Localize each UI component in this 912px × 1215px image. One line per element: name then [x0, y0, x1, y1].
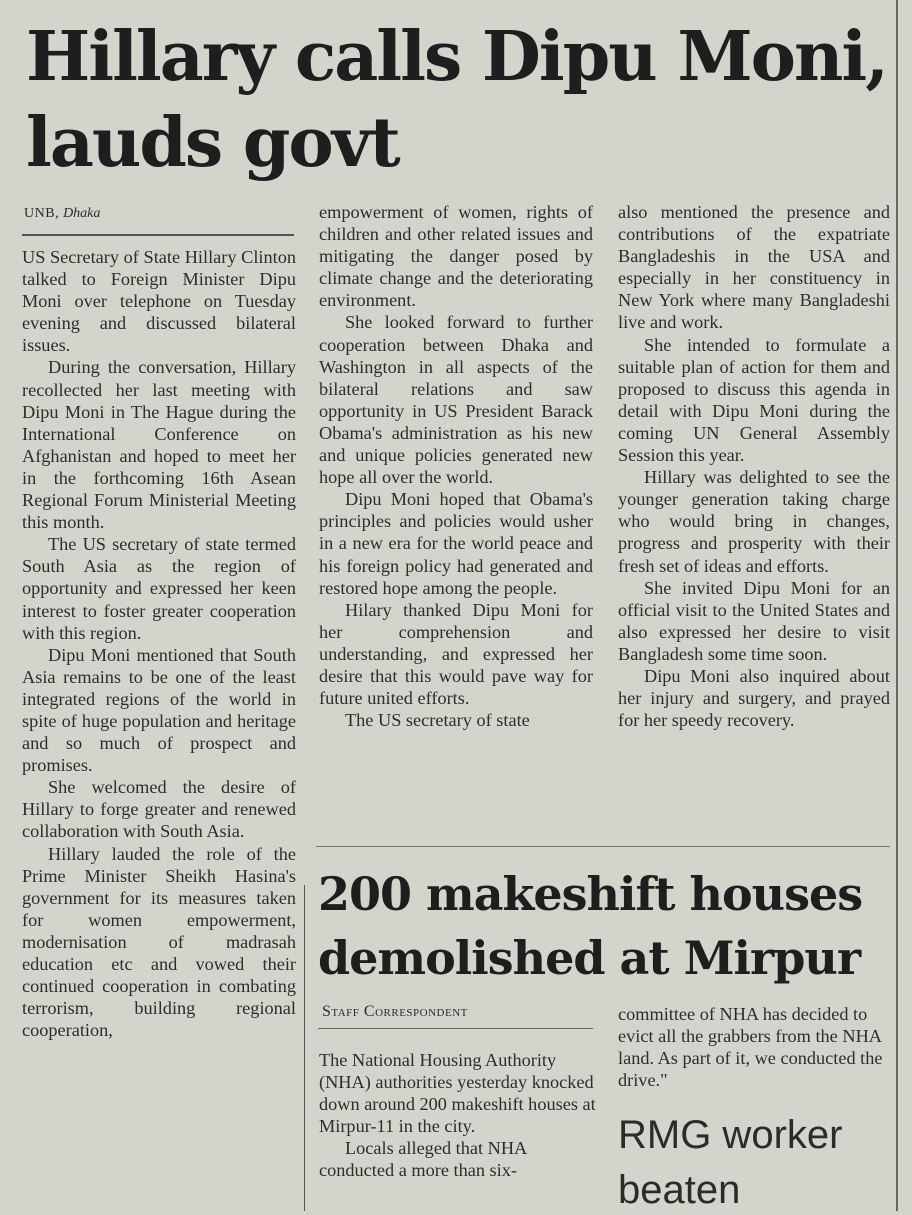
paragraph: Hillary lauded the role of the Prime Minister Sheikh Hasina's government for its measures taken for women empowerment, modernisation of madrasah education etc and vowed their continued cooperation in combating terrorism, building regional cooperation, [22, 843, 296, 1041]
byline-agency: UNB [24, 206, 56, 221]
column-divider [304, 885, 305, 1211]
story1-headline-line2: lauds govt [26, 103, 399, 183]
story3-headline-line1: RMG worker [618, 1113, 843, 1157]
page-edge-rule [896, 0, 898, 1211]
paragraph: She welcomed the desire of Hillary to forge greater and renewed collaboration with South Asia. [22, 777, 296, 842]
paragraph: Hillary was delighted to see the younger generation taking charge who would bring in changes, progress and prosperity with their fresh set of ideas and efforts. [618, 467, 890, 576]
byline-staff: Staff Correspondent [322, 1003, 468, 1020]
story2-headline-line2: demolished at Mirpur [318, 931, 861, 985]
story2-column-2 [618, 1003, 890, 1091]
story1-headline-line1: Hillary calls Dipu Moni, [26, 17, 887, 97]
byline-rule [318, 1028, 593, 1029]
paragraph: The US secretary of state termed South Asia as the region of opportunity and expressed her keen interest to foster greater cooperation with this region. [22, 534, 296, 643]
byline-place: Dhaka [63, 206, 101, 221]
story2-headline-line1: 200 makeshift houses [318, 867, 863, 921]
paragraph: Locals alleged that NHA conducted a more than six- [319, 1138, 527, 1181]
byline-rule [22, 234, 294, 236]
paragraph: The National Housing Authority (NHA) authorities yesterday knocked down around 200 makeshift houses at Mirpur-11 in the city. [319, 1050, 596, 1137]
paragraph: Dipu Moni hoped that Obama's principles and policies would usher in a new era for the world peace and his foreign policy had generated and restored hope among the people. [319, 489, 593, 598]
paragraph: She looked forward to further cooperation between Dhaka and Washington in all aspects of the bilateral relations and saw opportunity in US President Barack Obama's administration as his new and unique policies generated new hope all over the world. [319, 312, 593, 488]
paragraph: committee of NHA has decided to evict all the grabbers from the NHA land. As part of it, we conducted the drive." [618, 1004, 883, 1091]
paragraph: She invited Dipu Moni for an official visit to the United States and also expressed her desire to visit Bangladesh some time soon. [618, 577, 890, 664]
paragraph: Hilary thanked Dipu Moni for her comprehension and understanding, and expressed her desire that this would pave way for future united efforts. [319, 599, 593, 709]
story2-byline [322, 1003, 468, 1021]
story1-column-2 [319, 201, 593, 731]
paragraph: Dipu Moni also inquired about her injury and surgery, and prayed for her speedy recovery. [618, 665, 890, 731]
paragraph: also mentioned the presence and contributions of the expatriate Bangladeshis in the USA and especially in her constituency in New York where many Bangladeshi live and work. [618, 202, 890, 333]
paragraph: She intended to formulate a suitable plan of action for them and proposed to discuss this agenda in detail with Dipu Moni during the coming UN General Assembly Session this year. [618, 334, 890, 466]
story1-column-1 [22, 246, 296, 1041]
story-separator-rule [316, 846, 890, 847]
paragraph: empowerment of women, rights of children and other related issues and mitigating the danger posed by climate change and the deteriorating environment. [319, 202, 593, 311]
paragraph: US Secretary of State Hillary Clinton talked to Foreign Minister Dipu Moni over telephone on Tuesday evening and discussed bilateral issues. [22, 247, 296, 356]
story1-column-3 [618, 201, 890, 731]
story2-column-1 [319, 1049, 596, 1182]
paragraph: Dipu Moni mentioned that South Asia remains to be one of the least integrated regions of the world in spite of huge population and heritage and so much of prospect and promises. [22, 644, 296, 776]
story3-headline-line2: beaten [618, 1168, 741, 1212]
story1-byline: UNB, Dhaka [24, 206, 101, 221]
paragraph: The US secretary of state [345, 710, 530, 731]
paragraph: During the conversation, Hillary recollected her last meeting with Dipu Moni in The Hague during the International Conference on Afghanistan and hoped to meet her in the forthcoming 16th Asean Regional Forum Ministerial Meeting this month. [22, 357, 296, 533]
